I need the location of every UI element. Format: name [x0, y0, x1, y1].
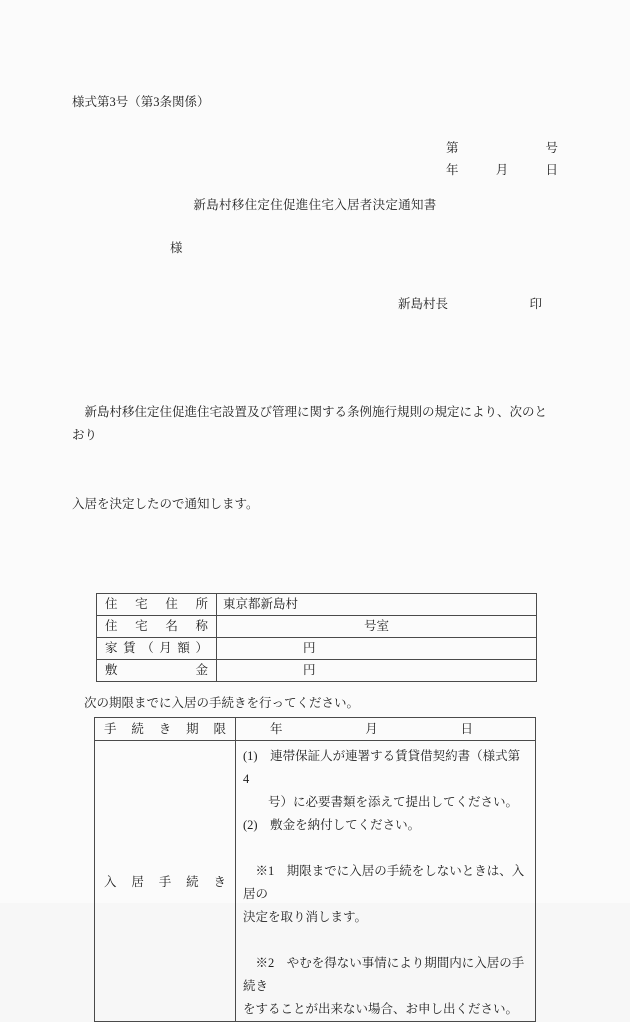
procedure-line: (2) 敷金を納付してください。	[243, 818, 421, 832]
table-row	[95, 741, 536, 1022]
procedure-line	[243, 929, 527, 952]
body-line: 入居を決定したので通知します。	[72, 497, 259, 511]
issuer-line	[398, 296, 542, 312]
deadline-year-label: 年	[270, 722, 283, 736]
table-row	[97, 660, 537, 682]
procedure-label: 入居手続き	[95, 741, 236, 1022]
deadline-month-label: 月	[365, 722, 378, 736]
instruction-line: 次の期限までに入居の手続きを行ってください。	[84, 696, 360, 710]
procedure-line: をすることが出来ない場合、お申し出ください。	[243, 1002, 519, 1016]
rent-label: 家賃（月額）	[97, 638, 217, 660]
deposit-label: 敷金	[97, 660, 217, 682]
deposit-value: 円	[217, 660, 537, 682]
date-month-label: 月	[495, 163, 509, 177]
housing-address-label: 住宅住所	[97, 594, 217, 616]
seal-placeholder: 印	[529, 297, 542, 311]
deadline-label: 手続き期限	[95, 718, 236, 741]
procedure-table	[94, 717, 536, 1022]
housing-address-value: 東京都新島村	[217, 594, 537, 616]
deadline-date-fields	[236, 718, 535, 740]
doc-date-row	[446, 159, 558, 181]
deadline-date-cell	[236, 718, 536, 741]
document-title: 新島村移住定住促進住宅入居者決定通知書	[193, 198, 437, 212]
rent-value: 円	[217, 638, 537, 660]
procedure-line: 号）に必要書類を添えて提出してください。	[243, 795, 519, 809]
deadline-day-label: 日	[460, 722, 473, 736]
body-line: 新島村移住定住促進住宅設置及び管理に関する条例施行規則の規定により、次のとおり	[72, 405, 548, 442]
doc-number-row	[446, 137, 558, 159]
housing-table	[96, 593, 537, 682]
issuer-name: 新島村長	[398, 297, 449, 311]
housing-name-value: 号室	[217, 616, 537, 638]
procedure-line	[243, 837, 527, 860]
procedure-line: ※2 やむを得ない事情により期間内に入居の手続き	[243, 956, 525, 993]
procedure-line: ※1 期限までに入居の手続をしないときは、入居の	[243, 864, 525, 901]
body-paragraph	[72, 355, 558, 562]
date-day-label: 日	[545, 163, 558, 177]
table-row	[97, 594, 537, 616]
date-year-label: 年	[446, 163, 459, 177]
procedure-line: (1) 連帯保証人が連署する賃貸借契約書（様式第 4	[243, 749, 524, 786]
doc-number-date-block	[446, 137, 558, 181]
table-row	[95, 718, 536, 741]
procedure-content	[236, 741, 536, 1022]
addressee-suffix: 様	[170, 241, 183, 255]
doc-number-suffix: 号	[545, 141, 558, 155]
form-number: 様式第3号（第3条関係）	[72, 95, 210, 109]
doc-number-prefix: 第	[446, 141, 459, 155]
housing-name-label: 住宅名称	[97, 616, 217, 638]
table-row	[97, 638, 537, 660]
addressee-line	[72, 240, 558, 256]
procedure-line: 決定を取り消します。	[243, 910, 368, 924]
table-row	[97, 616, 537, 638]
